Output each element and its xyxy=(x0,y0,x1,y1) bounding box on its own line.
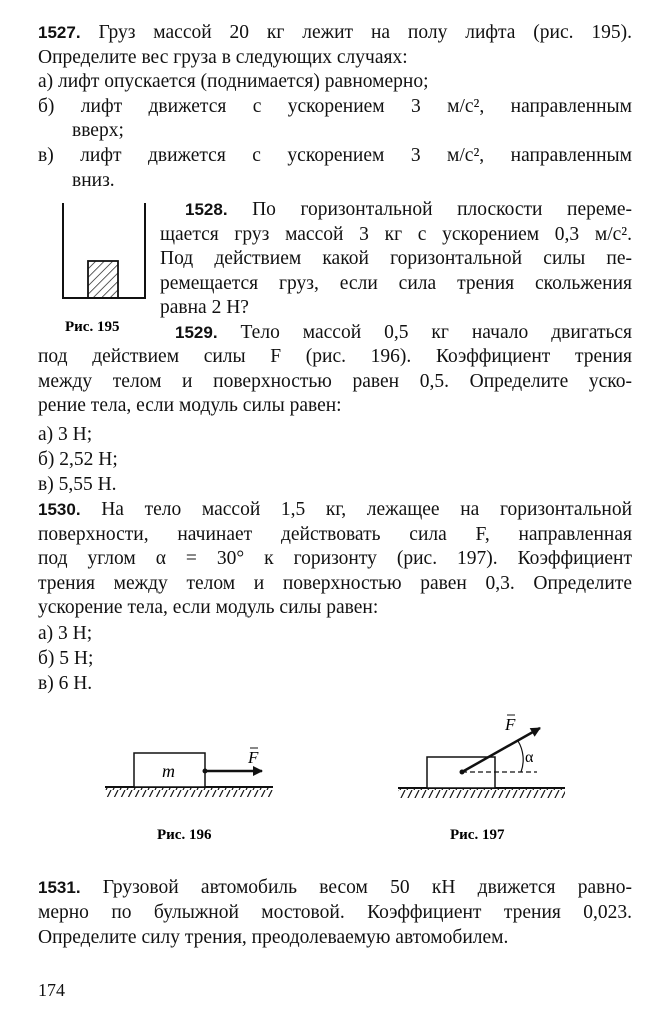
problem-1529-line: между телом и поверхностью равен 0,5. Определите уско- xyxy=(38,371,632,392)
problem-1528-line: равна 2 Н? xyxy=(160,297,249,318)
text: По горизонтальной плоскости переме- xyxy=(252,199,632,220)
ground-hatch xyxy=(105,788,273,797)
force-label: F xyxy=(248,748,259,767)
problem-1528-line: щается груз массой 3 кг с ускорением 0,3 м/с². xyxy=(160,224,632,245)
figure-196 xyxy=(105,748,273,843)
problem-1530-line: под углом α = 30° к горизонту (рис. 197). Коэффициент xyxy=(38,548,632,569)
text: На тело массой 1,5 кг, лежащее на горизонтальной xyxy=(101,499,633,520)
problem-1529-line: рение тела, если модуль силы равен: xyxy=(38,395,342,416)
problem-1528-line: ремещается груз, если сила трения скольжения xyxy=(160,273,632,294)
problem-1527-option: а) лифт опускается (поднимается) равномерно; xyxy=(38,71,429,92)
figure-197-caption: Рис. 197 xyxy=(450,827,505,843)
problem-1527-option: б) лифт движется с ускорением 3 м/с², направленным xyxy=(38,96,632,117)
problem-number: 1528. xyxy=(185,200,228,219)
problem-1530-line: трения между телом и поверхностью равен 0,3. Определите xyxy=(38,573,632,594)
angle-label: α xyxy=(525,749,534,766)
problem-1527-option-cont: вниз. xyxy=(72,170,115,191)
mass-label: m xyxy=(162,761,175,781)
hatched-load xyxy=(88,261,118,298)
problem-number: 1529. xyxy=(175,323,218,342)
problem-1527-line: Определите вес груза в следующих случаях: xyxy=(38,47,408,68)
ground-hatch xyxy=(398,789,565,798)
problem-1527-option-cont: вверх; xyxy=(72,120,124,141)
problem-1530-line: ускорение тела, если модуль силы равен: xyxy=(38,597,379,618)
problem-1529-option: б) 2,52 Н; xyxy=(38,449,118,470)
problem-1531-line: Определите силу трения, преодолеваемую автомобилем. xyxy=(38,927,509,948)
text: Тело массой 0,5 кг начало двигаться xyxy=(240,322,633,343)
text: Груз массой 20 кг лежит на полу лифта (рис. 195). xyxy=(98,22,633,43)
problem-1529-option: в) 5,55 Н. xyxy=(38,474,117,495)
problem-1528-line: Под действием какой горизонтальной силы пе- xyxy=(160,248,632,269)
force-label: F xyxy=(505,715,516,734)
angle-arc xyxy=(518,741,523,772)
problem-number: 1530. xyxy=(38,500,81,519)
problem-1530-option: б) 5 Н; xyxy=(38,648,94,669)
figure-197 xyxy=(398,715,565,843)
text: Грузовой автомобиль весом 50 кН движется равно- xyxy=(102,877,632,898)
problem-1530-line: поверхности, начинает действовать сила F, направленная xyxy=(38,524,632,545)
problem-1530-option: а) 3 Н; xyxy=(38,623,93,644)
problem-1530-option: в) 6 Н. xyxy=(38,673,93,694)
problem-1529-option: а) 3 Н; xyxy=(38,424,93,445)
problem-1531-line: мерно по булыжной мостовой. Коэффициент трения 0,023. xyxy=(38,902,632,923)
figure-196-caption: Рис. 196 xyxy=(157,827,212,843)
figure-195-elevator xyxy=(63,203,145,335)
figure-195-caption: Рис. 195 xyxy=(65,319,120,335)
problem-1529-line: под действием силы F (рис. 196). Коэффициент трения xyxy=(38,346,632,367)
page-number: 174 xyxy=(38,980,65,1000)
problem-1527-option: в) лифт движется с ускорением 3 м/с², направленным xyxy=(38,145,632,166)
problem-number: 1531. xyxy=(38,878,81,897)
problem-number: 1527. xyxy=(38,23,81,42)
